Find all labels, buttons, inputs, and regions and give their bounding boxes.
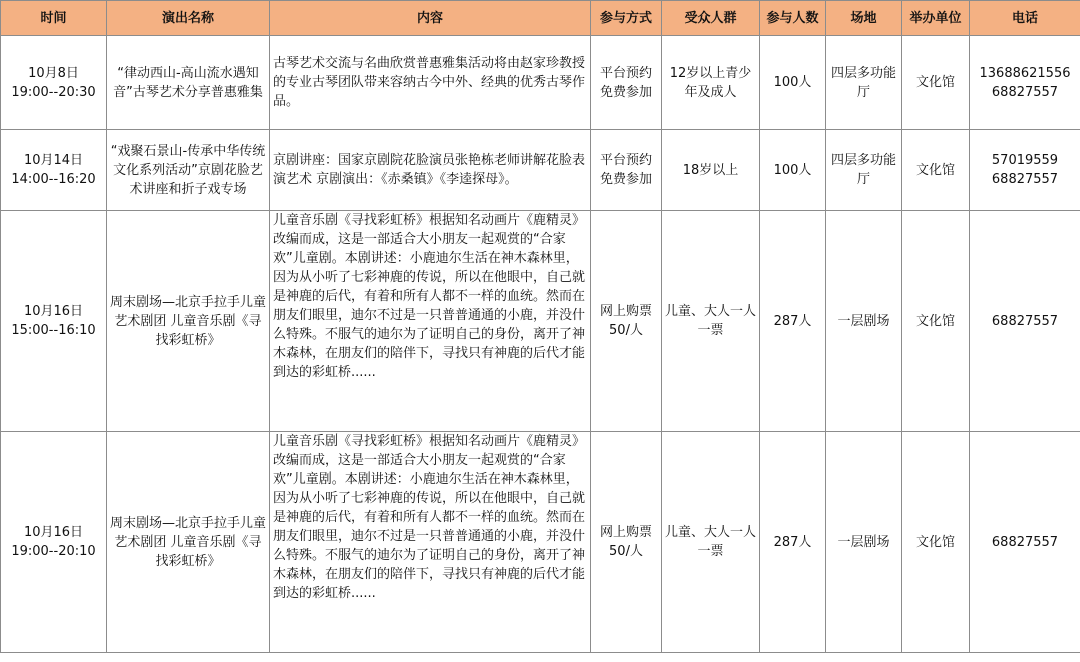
cell-count: 287人 xyxy=(760,432,826,653)
cell-organizer: 文化馆 xyxy=(902,36,970,130)
header-content: 内容 xyxy=(270,1,591,36)
cell-method: 平台预约 免费参加 xyxy=(591,36,662,130)
cell-method: 网上购票 50/人 xyxy=(591,211,662,432)
cell-audience: 12岁以上青少年及成人 xyxy=(662,36,760,130)
header-phone: 电话 xyxy=(970,1,1080,36)
cell-title: 周末剧场—北京手拉手儿童艺术剧团 儿童音乐剧《寻找彩虹桥》 xyxy=(107,432,270,653)
cell-time: 10月16日 19:00--20:10 xyxy=(1,432,107,653)
table-row xyxy=(1,432,1080,653)
cell-content: 古琴艺术交流与名曲欣赏普惠雅集活动将由赵家珍教授的专业古琴团队带来容纳古今中外、经典的优秀古琴作品。 xyxy=(270,36,591,130)
header-venue: 场地 xyxy=(826,1,902,36)
table-row xyxy=(1,130,1080,211)
cell-audience: 18岁以上 xyxy=(662,130,760,211)
cell-method: 网上购票 50/人 xyxy=(591,432,662,653)
cell-time: 10月16日 15:00--16:10 xyxy=(1,211,107,432)
cell-phone: 57019559 68827557 xyxy=(970,130,1080,211)
header-row xyxy=(1,1,1080,36)
cell-phone: 13688621556 68827557 xyxy=(970,36,1080,130)
cell-count: 100人 xyxy=(760,36,826,130)
header-organizer: 举办单位 xyxy=(902,1,970,36)
cell-time: 10月8日 19:00--20:30 xyxy=(1,36,107,130)
cell-audience: 儿童、大人一人一票 xyxy=(662,211,760,432)
cell-organizer: 文化馆 xyxy=(902,211,970,432)
cell-venue: 一层剧场 xyxy=(826,432,902,653)
cell-audience: 儿童、大人一人一票 xyxy=(662,432,760,653)
cell-content: 儿童音乐剧《寻找彩虹桥》根据知名动画片《鹿精灵》改编而成，这是一部适合大小朋友一起观赏的“合家欢”儿童剧。本剧讲述：小鹿迪尔生活在神木森林里，因为从小听了七彩神鹿的传说，所以在他眼中，自己就是神鹿的后代，有着和所有人都不一样的血统。然而在朋友们眼里，迪尔不过是一只普普通通的小鹿，并没什么特殊。不服气的迪尔为了证明自己的身份，离开了神木森林，在朋友们的陪伴下，寻找只有神鹿的后代才能到达的彩虹桥...... xyxy=(270,432,591,653)
header-audience: 受众人群 xyxy=(662,1,760,36)
header-title: 演出名称 xyxy=(107,1,270,36)
cell-venue: 四层多功能厅 xyxy=(826,130,902,211)
cell-content: 儿童音乐剧《寻找彩虹桥》根据知名动画片《鹿精灵》改编而成，这是一部适合大小朋友一起观赏的“合家欢”儿童剧。本剧讲述：小鹿迪尔生活在神木森林里，因为从小听了七彩神鹿的传说，所以在他眼中，自己就是神鹿的后代，有着和所有人都不一样的血统。然而在朋友们眼里，迪尔不过是一只普普通通的小鹿，并没什么特殊。不服气的迪尔为了证明自己的身份，离开了神木森林，在朋友们的陪伴下，寻找只有神鹿的后代才能到达的彩虹桥...... xyxy=(270,211,591,432)
cell-phone: 68827557 xyxy=(970,211,1080,432)
cell-venue: 四层多功能厅 xyxy=(826,36,902,130)
cell-content: 京剧讲座：国家京剧院花脸演员张艳栋老师讲解花脸表演艺术 京剧演出：《赤桑镇》《李逵探母》。 xyxy=(270,130,591,211)
table-row xyxy=(1,36,1080,130)
cell-time: 10月14日 14:00--16:20 xyxy=(1,130,107,211)
cell-method: 平台预约 免费参加 xyxy=(591,130,662,211)
cell-count: 100人 xyxy=(760,130,826,211)
table-row xyxy=(1,211,1080,432)
cell-count: 287人 xyxy=(760,211,826,432)
header-time: 时间 xyxy=(1,1,107,36)
cell-organizer: 文化馆 xyxy=(902,432,970,653)
cell-organizer: 文化馆 xyxy=(902,130,970,211)
cell-title: “戏聚石景山-传承中华传统文化系列活动”京剧花脸艺术讲座和折子戏专场 xyxy=(107,130,270,211)
header-count: 参与人数 xyxy=(760,1,826,36)
header-method: 参与方式 xyxy=(591,1,662,36)
cell-title: 周末剧场—北京手拉手儿童艺术剧团 儿童音乐剧《寻找彩虹桥》 xyxy=(107,211,270,432)
cell-phone: 68827557 xyxy=(970,432,1080,653)
cell-venue: 一层剧场 xyxy=(826,211,902,432)
cell-title: “律动西山-高山流水遇知音”古琴艺术分享普惠雅集 xyxy=(107,36,270,130)
